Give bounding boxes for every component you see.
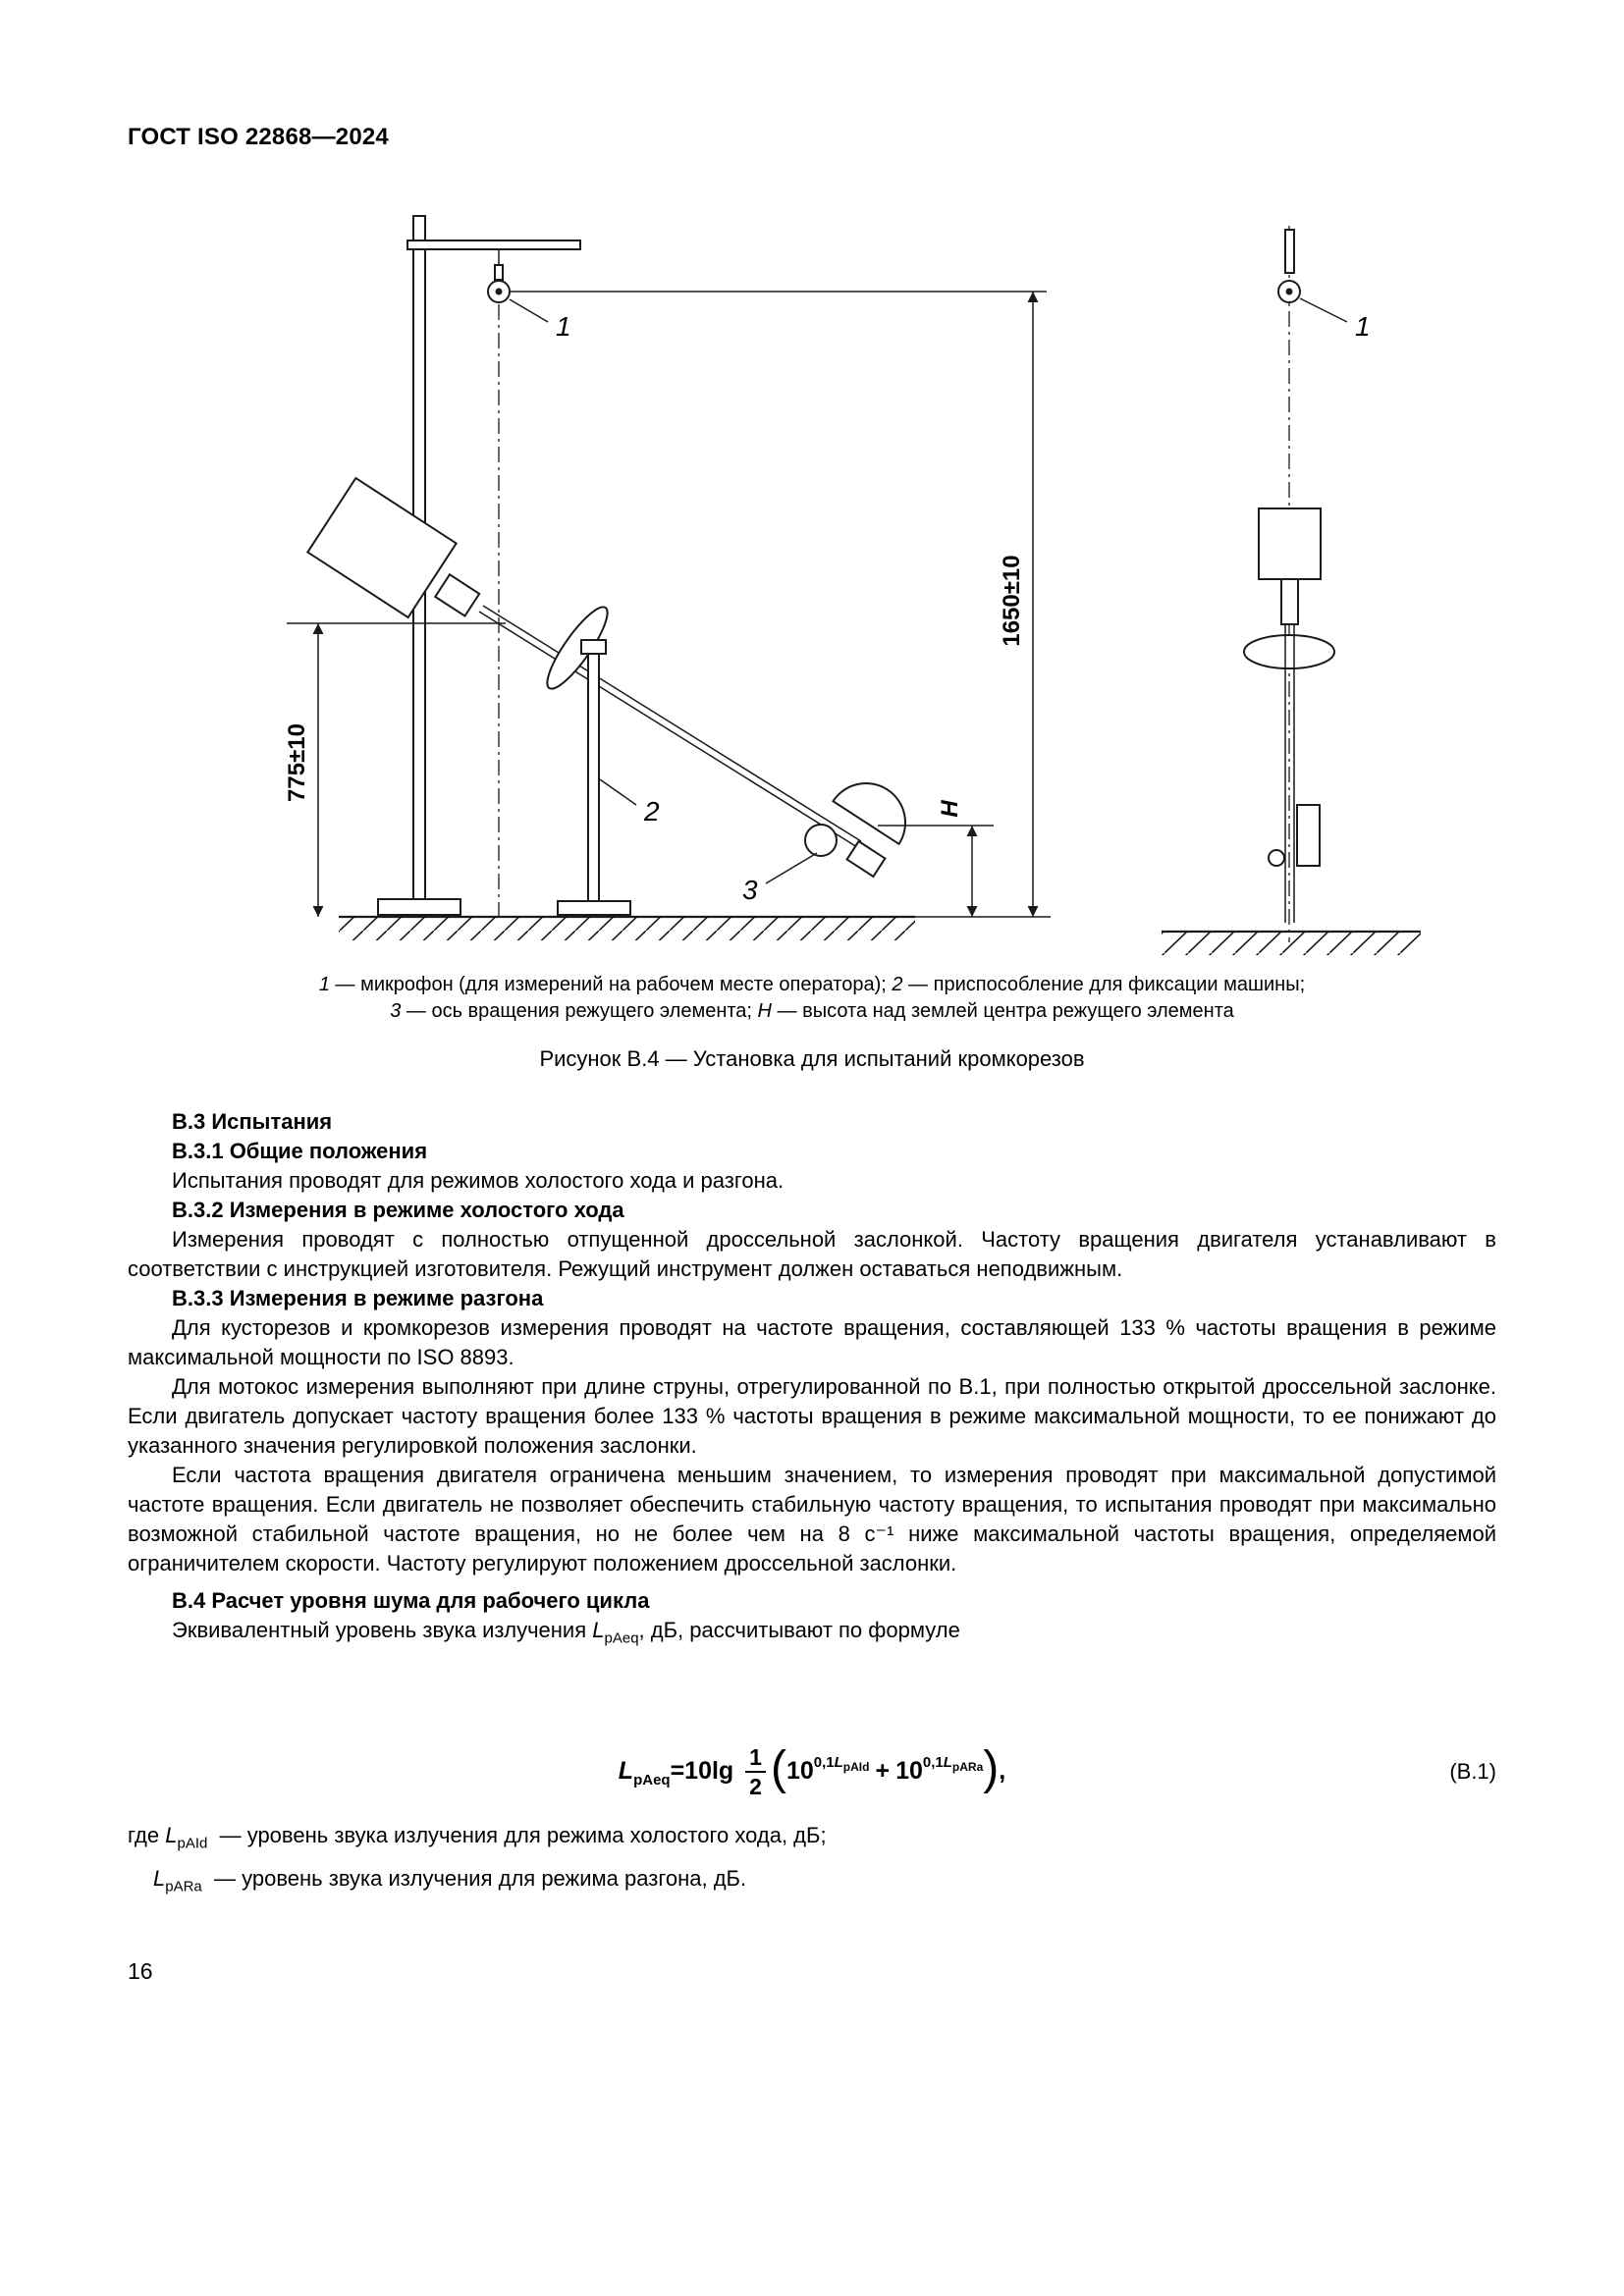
heading-b31: В.3.1 Общие положения [172,1139,428,1163]
guard-front [1297,805,1320,866]
figure-b4 [128,208,1434,964]
where-block [128,1818,827,1905]
page-number: 16 [128,1958,153,1984]
heading-b32: В.3.2 Измерения в режиме холостого хода [172,1198,624,1222]
paragraph-b33-2: Для мотокос измерения выполняют при длине струны, отрегулированной по В.1, при полностью открытой дроссельной заслонке. Если двигатель допускает частоту вращения более 133 % частоты вращения в режиме максимальной мощности, то ее понижают до указанного значения регулировкой положения заслонки. [128,1374,1496,1458]
heading-b33: В.3.3 Измерения в режиме разгона [172,1286,544,1310]
document-code: ГОСТ ISO 22868—2024 [128,124,389,150]
paragraph-b31: Испытания проводят для режимов холостого хода и разгона. [172,1168,785,1193]
formula-block [128,1730,1496,1814]
paragraph-b33-1: Для кусторезов и кромкорезов измерения проводят на частоте вращения, составляющей 133 % частоты вращения в режиме максимальной мощности по ISO 8893. [128,1315,1496,1369]
dimension-1650-label: 1650±10 [999,555,1025,647]
figure-title: Рисунок В.4 — Установка для испытаний кромкорезов [539,1046,1085,1071]
dimension-775-label: 775±10 [284,723,310,802]
paragraph-b33-3: Если частота вращения двигателя ограничена меньшим значением, то измерения проводят при максимальной допустимой частоте вращения. Если двигатель не позволяет обеспечить стабильную частоту вращения, то испытания проводят при максимально возможной стабильной частоте вращения, но не более чем на 8 с⁻¹ ниже максимальной частоты вращения, определяемой ограничителем скорости. Частоту регулируют положением дроссельной заслонки. [128,1463,1496,1575]
machine-side-view [307,478,920,877]
heading-b3: В.3 Испытания [172,1109,333,1134]
where-row-2: $L_{pARa}$ — уровень звука излучения для режима разгона, дБ. [153,1866,747,1896]
callout-2-label: 2 [644,796,660,827]
microphone-side [488,265,510,302]
formula-number: (В.1) [1449,1759,1496,1784]
loop-handle [1244,635,1334,668]
fraction-one-half: $\frac{1}{2}$ [745,1745,766,1798]
callout-1-label-front: 1 [1355,311,1371,342]
trimmer-head-ball [805,825,837,856]
machine-front-view [1244,226,1371,942]
heading-b4: В.4 Расчет уровня шума для рабочего цикла [172,1588,650,1613]
callout-1-label: 1 [556,311,571,342]
ground [339,917,1421,955]
figure-legend [128,972,1496,1025]
engine-front [1259,508,1321,579]
callout-1-leader-front [1300,298,1347,322]
callout-1-leader [510,299,548,322]
body-text [128,1107,1496,1653]
callout-3-label: 3 [742,875,758,905]
formula-b1: $L_{pAeq}=10\lg$ $\frac{1}{2}$ $(10^{0,1L_{pAId}} + 10^{0,1L_{pARa}})$, [618,1742,1006,1799]
fixture-post [558,640,630,915]
legend-line-2: 3 — ось вращения режущего элемента; H — высота над землей центра режущего элемента [390,1000,1234,1022]
where-row-1: где $L_{pAId}$ — уровень звука излучения для режима холостого хода, дБ; [128,1823,827,1852]
figure-drawing [128,208,1434,964]
callout-2-leader [600,779,636,805]
legend-line-1: 1 — микрофон (для измерений на рабочем месте оператора); 2 — приспособление для фиксации машины; [318,974,1306,995]
dimension-h-label: H [937,800,963,818]
paragraph-b4-intro: Эквивалентный уровень звука излучения $L_{pAeq}$, дБ, рассчитывают по формуле [172,1618,960,1647]
callout-3-leader [766,853,817,883]
paragraph-b32: Измерения проводят с полностью отпущенной дроссельной заслонкой. Частоту вращения двигателя устанавливают в соответствии с инструкцией изготовителя. Режущий инструмент должен оставаться неподвижным. [128,1227,1496,1281]
